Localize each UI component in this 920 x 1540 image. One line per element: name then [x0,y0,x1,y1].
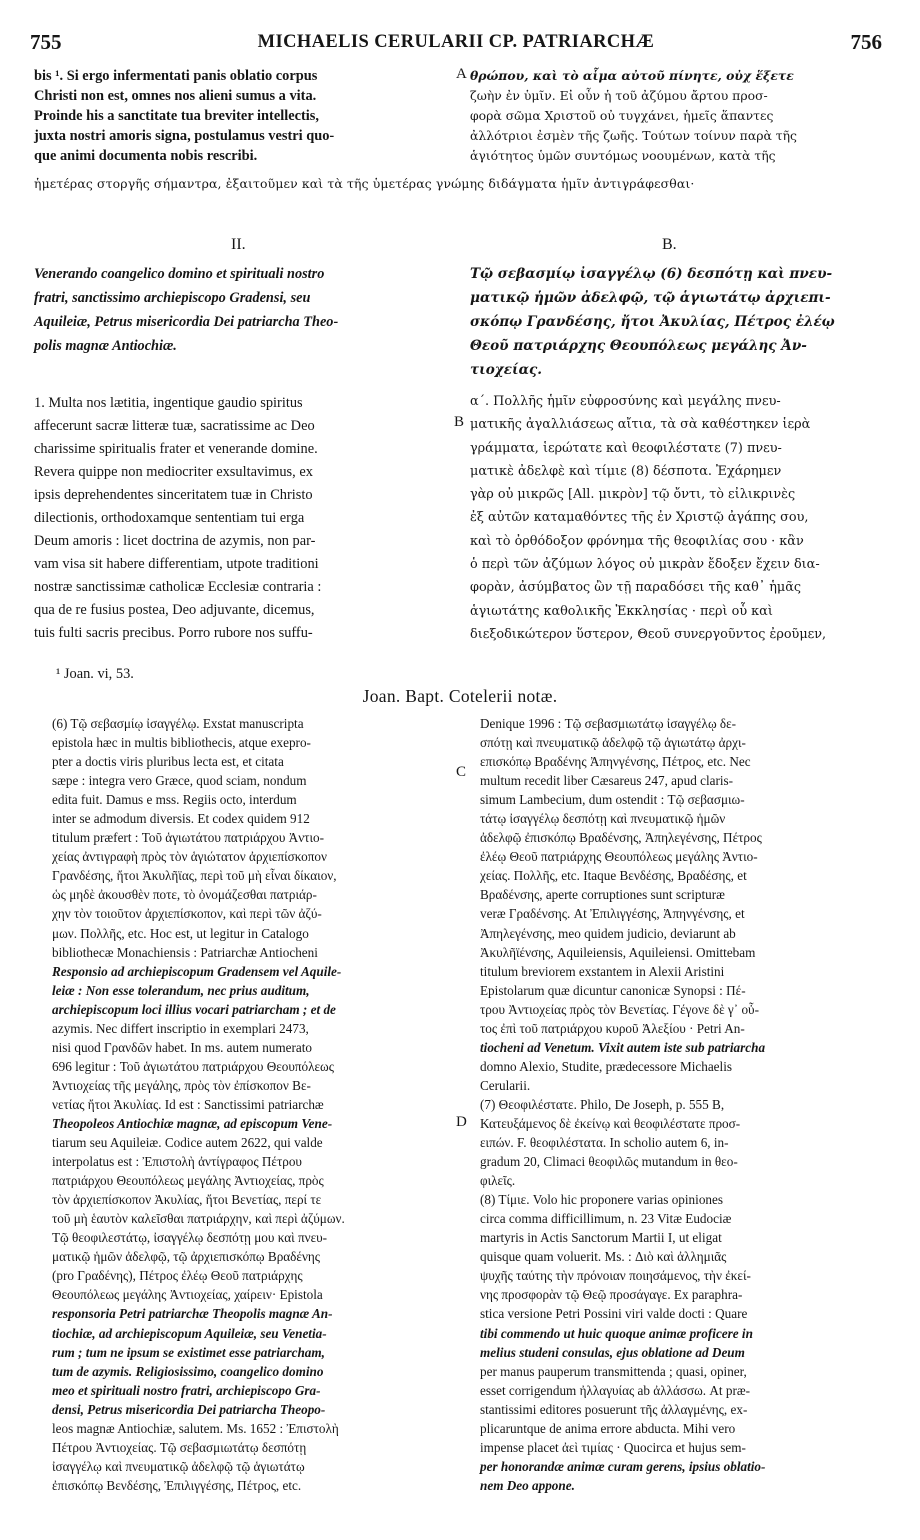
bridge-greek-line: ἡμετέρας στοργῆς σήμαντρα, ἐξαιτοῦμεν καὶ τὰ τῆς ὑμετέρας γνώμης διδάγματα ἡμῖν ἀντιγράφεσθαι· [34,176,695,191]
footnote: ¹ Joan. vi, 53. [56,666,134,682]
note-line: ὡς μηδὲ ἀκουσθὲν ποτε, τὸ ὀνομάζεσθαι πατριάρ- [52,887,317,903]
latin-body [34,392,454,645]
note-line: (8) Τίμιε. Volo hic proponere varias opiniones [480,1192,723,1208]
text-line: ματικῆς ἀγαλλιάσεως αἴτια, τὰ σὰ καθέστηκεν ἱερὰ [470,417,811,433]
text-line: γράμματα, ἱερώτατε καὶ θεοφιλέστατε (7) πνευ- [470,440,782,456]
note-line: φιλεῖς. [480,1173,516,1189]
note-line: Γρανδέσης, ἤτοι Ἀκυλῆϊας, περὶ τοῦ μὴ εἶναι δίκαιον, [52,868,337,884]
note-line: νετίας ἤτοι Ἀκυλίας. Id est : Sanctissimi patriarchæ [52,1096,324,1112]
text-line: Christi non est, omnes nos alieni sumus a vita. [34,88,317,104]
note-line: inter se admodum diversis. Et codex quidem 912 [52,811,310,827]
greek-salutation [470,262,882,382]
text-line: θρώπου, καὶ τὸ αἷμα αὐτοῦ πίνητε, οὐχ ἕξετε [470,68,794,83]
note-line: τος ἐπὶ τοῦ πατριάρχου κυροῦ Ἀλεξίου · Petri An- [480,1020,745,1036]
text-line: ματικῷ ἡμῶν ἀδελφῷ, τῷ ἁγιωτάτῳ ἀρχιεπι- [470,290,831,306]
text-line: fratri, sanctissimo archiepiscopo Gradensi, seu [34,290,311,306]
note-line: νης προσφορὰν τῷ Θεῷ προσάγαγε. Ex paraphra- [480,1287,743,1303]
note-line: (7) Θεοφιλέστατε. Philo, De Joseph, p. 555 B, [480,1096,725,1112]
note-line: τάτῳ ἰσαγγέλῳ δεσπότῃ καὶ πνευματικῷ ἡμῶν [480,811,726,827]
note-line: gradum 20, Climaci θεοφιλῶς mutandum in θεο- [480,1154,738,1170]
note-line: archiepiscopum loci illius vocari patriarcham ; et de [52,1001,336,1017]
note-line: simum Lambecium, dum ostendit : Τῷ σεβασμιω- [480,792,745,808]
note-line: ἐλέῳ Θεοῦ πατριάρχης Θεουπόλεως μεγάλης Ἀντιο- [480,849,758,865]
text-line: que animi documenta nobis rescribi. [34,148,258,164]
text-line: ζωὴν ἐν ὑμῖν. Εἰ οὖν ἡ τοῦ ἀζύμου ἄρτου προσ- [470,88,768,103]
top-greek-column [470,66,880,166]
text-line: 1. Multa nos lætitia, ingentique gaudio spiritus [34,395,303,411]
note-line: nisi quod Γρανδῶν habet. In ms. autem numerato [52,1039,312,1055]
note-line: circa comma difficillimum, n. 23 Vitæ Eudociæ [480,1211,732,1227]
text-line: γὰρ οὐ μικρῶς [All. μικρὸν] τῷ ὄντι, τὸ εἰλικρινὲς [470,487,796,503]
note-line: Epistolarum quæ dicuntur canonicæ Synopsi : Πέ- [480,982,746,998]
note-line: ειπών. F. θεοφιλέστατα. In scholio autem 6, in- [480,1135,729,1151]
text-line: σκόπῳ Γρανδέσης, ἤτοι Ἀκυλίας, Πέτρος ἐλέῳ [470,314,835,330]
text-line: διεξοδικώτερον ὕστερον, Θεοῦ συνεργοῦντος ἐροῦμεν, [470,626,827,642]
note-line: μων. Πολλῆς, etc. Hoc est, ut legitur in Catalogo [52,925,309,941]
note-line: meo et spirituali nostro fratri, archiepiscopo Gra- [52,1382,321,1398]
note-line: leos magnæ Antiochiæ, salutem. Ms. 1652 : Ἐπιστολὴ [52,1420,339,1436]
text-line: tuis fulti sacris precibus. Porro rubore nos suffu- [34,625,313,641]
page-number-right: 756 [850,30,882,54]
note-line: quisque quam voluerit. Ms. : Διὸ καὶ ἀλλημιᾶς [480,1249,727,1265]
note-line: ψυχῆς ταύτης τὴν πρόνοιαν ποιησάμενος, τὴν ἐκεί- [480,1268,751,1284]
note-line: Κατευξάμενος δὲ ἐκείνῳ καὶ θεοφιλέστατε προσ- [480,1115,741,1131]
note-line: veræ Γραδένσης. At Ἐπιλιγγέσης, Ἀπηνγένσης, et [480,906,745,922]
text-line: juxta nostri amoris signa, postulamus vestri quo- [34,128,335,144]
note-line: tiarum seu Aquileiæ. Codice autem 2622, qui valde [52,1135,323,1151]
note-line: Theopoleos Antiochiæ magnæ, ad episcopum Vene- [52,1115,333,1131]
text-line: vam visa sit habere differentiam, utpote traditioni [34,556,319,572]
note-line: martyris in Actis Sanctorum Martii I, ut eligat [480,1230,722,1246]
text-line: καὶ τὸ ὀρθόδοξον φρόνημα τῆς θεοφιλίας σου · κἂν [470,533,804,549]
text-line: Aquileiæ, Petrus misericordia Dei patriarcha Theo- [34,314,339,330]
note-line: σπότῃ καὶ πνευματικῷ ἀδελφῷ τῷ ἁγιωτάτῳ ἀρχι- [480,735,746,751]
text-line: affecerunt sacræ litteræ tuæ, sacratissime ac Deo [34,418,315,434]
note-line: tibi commendo ut huic quoque animæ proficere in [480,1325,753,1341]
text-line: ὁ περὶ τῶν ἀζύμων λόγος οὐ μικρὰν ἔδοξεν ἔχειν δια- [470,557,820,573]
running-head [30,30,882,54]
note-line: edita fuit. Damus e mss. Regiis octo, interdum [52,792,297,808]
margin-letter-d: D [456,1114,467,1130]
note-line: Ἀντιοχείας τῆς μεγάλης, πρὸς τὸν ἐπίσκοπον Βε- [52,1077,311,1093]
text-line: Venerando coangelico domino et spirituali nostro [34,266,325,282]
note-line: nem Deo appone. [480,1477,575,1493]
note-line: ἀδελφῷ ἐπισκόπῳ Βραδένσης, Ἀπηλεγένσης, Πέτρος [480,830,762,846]
note-line: bibliothecæ Monachiensis : Patriarchæ Antiocheni [52,944,318,960]
note-line: leiæ : Non esse tolerandum, nec prius auditum, [52,982,310,998]
text-line: qua de re fusius postea, Deo adjuvante, dicemus, [34,602,315,618]
note-line: titulum breviorem exstantem in Alexii Aristini [480,963,725,979]
note-line: tiochiæ, ad archiepiscopum Aquileiæ, seu Venetia- [52,1325,327,1341]
note-line: titulum præfert : Τοῦ ἁγιωτάτου πατριάρχου Ἀντιο- [52,830,324,846]
greek-body [470,390,882,646]
note-line: (6) Τῷ σεβασμίῳ ἰσαγγέλῳ. Exstat manuscripta [52,716,304,731]
text-line: Τῷ σεβασμίῳ ἰσαγγέλῳ (6) δεσπότῃ καὶ πνευ- [470,266,833,282]
note-line: multum recedit liber Cæsareus 247, apud claris- [480,773,734,789]
margin-letter-b: B [454,414,465,430]
text-line: ipsis deprehendentes sinceritatem tuæ in Christo [34,487,313,503]
note-line: impense placet ἀεὶ τιμίας · Quocirca et hujus sem- [480,1439,746,1455]
note-line: epistola hæc in multis bibliothecis, atque exepro- [52,735,311,751]
text-line: ἁγιότητος ὑμῶν συντόμως νοουμένων, κατὰ τῆς [470,148,776,163]
note-line: τοῦ μὴ ἑαυτὸν καλεῖσθαι πατριάρχην, καὶ περὶ ἀζύμων. [52,1211,345,1227]
note-line: χείας ἀντιγραφὴ πρὸς τὸν ἁγιώτατον ἀρχιεπίσκοπον [52,849,327,865]
note-line: plicaruntque de anima errore abducta. Mihi vero [480,1420,736,1436]
top-latin-column [34,66,454,166]
note-line: Ἀκυλῆϊένσης, Aquileiensis, Aquileiensi. Omittebam [480,944,756,960]
note-line: melius studeni consulas, ejus oblatione ad Deum [480,1344,745,1360]
note-line: Τῷ θεοφιλεστάτῳ, ἰσαγγέλῳ δεσπότῃ μου καὶ πνευ- [52,1230,328,1246]
text-line: nostræ sanctissimæ catholicæ Ecclesiæ contraria : [34,579,322,595]
note-line: pter a doctis viris pluribus lecta est, et citata [52,754,284,770]
note-line: azymis. Nec differt inscriptio in exemplari 2473, [52,1020,309,1036]
notes-heading: Joan. Bapt. Cotelerii notæ. [362,686,558,706]
page-number-left: 755 [30,30,62,54]
text-line: Θεοῦ πατριάρχης Θεουπόλεως μεγάλης Ἀν- [470,338,807,354]
note-line: πατριάρχου Θεουπόλεως μεγάλης Ἀντιοχείας, πρὸς [52,1173,324,1189]
note-line: χην τὸν τοιοῦτον ἀρχιεπίσκοπον, καὶ περὶ τῶν ἀζύ- [52,906,322,922]
text-line: ἁγιωτάτης καθολικῆς Ἐκκλησίας · περὶ οὗ καὶ [470,603,773,619]
note-line: tiocheni ad Venetum. Vixit autem iste sub patriarcha [480,1039,766,1055]
note-line: Responsio ad archiepiscopum Gradensem vel Aquile- [52,963,342,979]
note-line: Denique 1996 : Τῷ σεβασμιωτάτῳ ἰσαγγέλῳ δε- [480,716,737,731]
note-line: rum ; tum ne ipsum se existimet esse patriarcham, [52,1344,325,1360]
note-line: sæpe : integra vero Græce, quod sciam, nondum [52,773,307,789]
note-line: interpolatus est : Ἐπιστολὴ ἀντίγραφος Πέτρου [52,1154,302,1170]
note-line: ἰσαγγέλῳ καὶ πνευματικῷ ἀδελφῷ τῷ ἁγιωτάτῳ [52,1458,305,1474]
margin-letter-c: C [456,764,467,780]
text-line: φορὰν, ἀσύμβατος ὢν τῇ παραδόσει τῆς καθ᾽ ἡμᾶς [470,580,802,596]
notes-right-column [480,714,886,1495]
text-line: Deum amoris : licet doctrina de azymis, non par- [34,533,316,549]
margin-letter-a: A [456,66,467,82]
note-line: 696 legitur : Τοῦ ἁγιωτάτου πατριάρχου Θεουπόλεως [52,1058,334,1074]
text-line: Revera quippe non mediocriter exsultavimus, ex [34,464,313,480]
note-line: per honorandæ animæ curam gerens, ipsius oblatio- [480,1458,766,1474]
text-line: polis magnæ Antiochiæ. [34,338,177,354]
note-line: (pro Γραδένης), Πέτρος ἐλέῳ Θεοῦ πατριάρχης [52,1268,303,1284]
section-heading-latin: II. [231,236,246,253]
text-line: ἀλλότριοι ἐσμὲν τῆς ζωῆς. Τούτων τοίνυν παρὰ τῆς [470,128,797,143]
note-line: επισκόπῳ Βραδένης Ἀπηνγένσης, Πέτρος, etc. Nec [480,754,751,770]
note-line: Cerularii. [480,1077,531,1093]
note-line: ματικῷ ἡμῶν ἀδελφῷ, τῷ ἀρχιεπισκόπῳ Βραδένης [52,1249,321,1265]
note-line: stica versione Petri Possini viri valde docti : Quare [480,1306,748,1322]
note-line: τρου Ἀντιοχείας πρὸς τὸν Βενετίας. Γέγονε δὲ γ᾽ οὗ- [480,1001,759,1017]
note-line: densi, Petrus misericordia Dei patriarcha Theopo- [52,1401,326,1417]
note-line: esset corrigendum ἠλλαγυίας ab ἀλλάσσω. At præ- [480,1382,751,1398]
latin-salutation [34,262,454,358]
note-line: χείας. Πολλῆς, etc. Itaque Βενδέσης, Βραδέσης, et [480,868,747,884]
note-line: Θεουπόλεως μεγάλης Ἀντιοχείας, χαίρειν· Epistola [52,1287,323,1303]
note-line: tum de azymis. Religiosissimo, coangelico domino [52,1363,324,1379]
note-line: τὸν ἀρχιεπίσκοπον Ἀκυλίας, ἤτοι Βενετίας, περί τε [52,1192,322,1208]
text-line: ἐξ αὐτῶν καταμαθόντες τῆς ἐν Χριστῷ ἀγάπης σου, [470,510,809,526]
note-line: Ἀπηλεγένσης, meo quidem judicio, deviarunt ab [480,925,736,941]
running-title: MICHAELIS CERULARII CP. PATRIARCHÆ [257,32,655,52]
note-line: responsoria Petri patriarchæ Theopolis magnæ An- [52,1306,333,1322]
text-line: charissime spiritualis frater et venerande domine. [34,441,318,457]
note-line: ἐπισκόπῳ Βενδέσης, Ἐπιλιγγέσης, Πέτρος, etc. [52,1477,302,1493]
section-heading-greek: B. [662,236,677,253]
note-line: stantissimi editores posuerunt τῆς ἀλλαγμένης, ex- [480,1401,748,1417]
note-line: Βραδένσης, aperte corruptiones sunt scripturæ [480,887,725,903]
note-line: per manus pauperum transmittenda ; quasi, opiner, [480,1363,747,1379]
text-line: Proinde his a sanctitate tua breviter intellectis, [34,108,319,124]
text-line: bis ¹. Si ergo infermentati panis oblatio corpus [34,68,318,84]
note-line: Πέτρου Ἀντιοχείας. Τῷ σεβασμιωτάτῳ δεσπότῃ [52,1439,307,1455]
text-line: φορὰ σῶμα Χριστοῦ οὐ τυγχάνει, ἡμεῖς ἅπαντες [470,108,774,123]
note-line: domno Alexio, Studite, prædecessore Michaelis [480,1058,732,1074]
text-line: dilectionis, orthodoxamque sententiam tui erga [34,510,305,526]
text-line: ματικὲ ἀδελφὲ καὶ τίμιε (8) δέσποτα. Ἐχάρημεν [470,463,782,479]
text-line: τιοχείας. [470,362,543,378]
notes-left-column [52,714,456,1495]
text-line: α΄. Πολλῆς ἡμῖν εὐφροσύνης καὶ μεγάλης πνευ- [470,394,781,409]
